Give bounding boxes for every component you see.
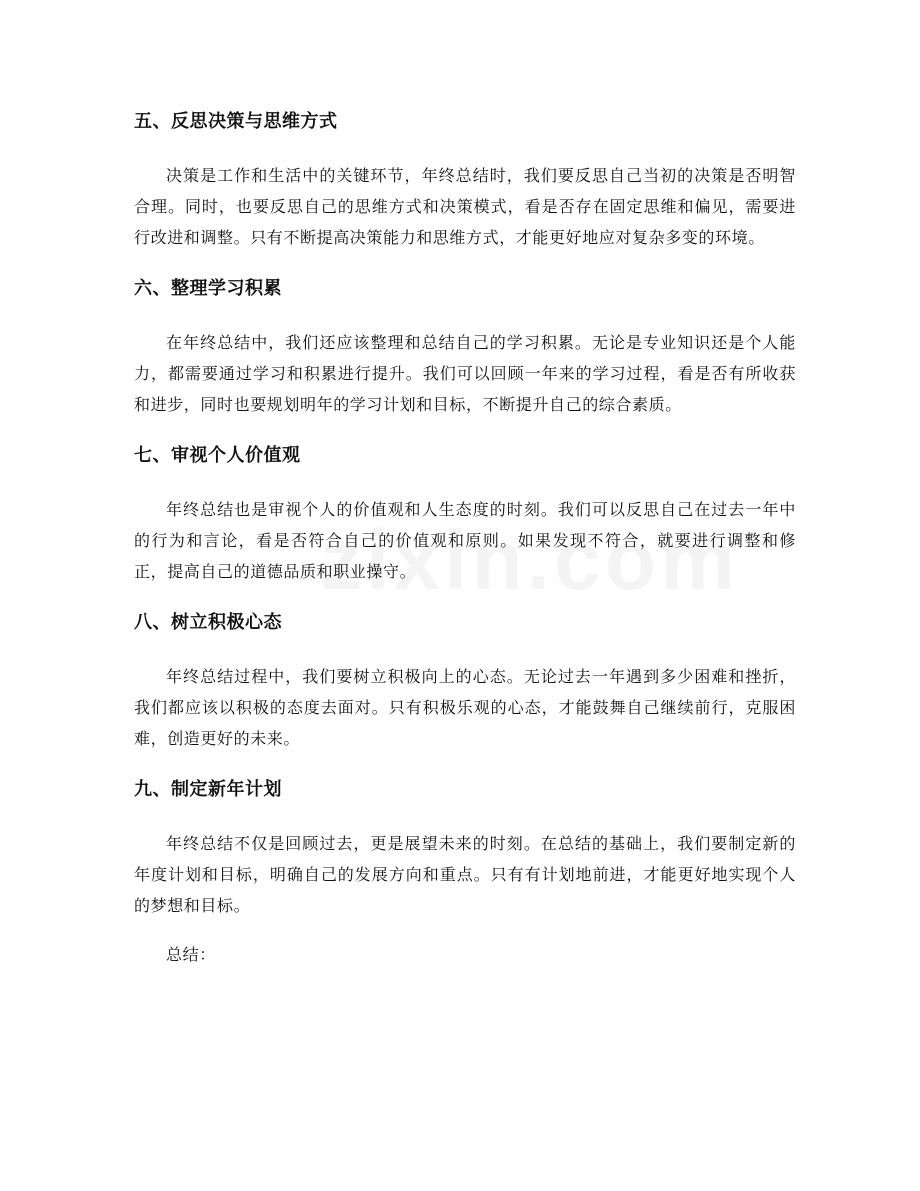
section-6 [134,271,796,420]
section-heading: 九、制定新年计划 [134,779,282,800]
section-8 [134,605,796,754]
section-paragraph: 年终总结不仅是回顾过去，更是展望未来的时刻。在总结的基础上，我们要制定新的年度计划和目标，明确自己的发展方向和重点。只有有计划地前进，才能更好地实现个人的梦想和目标。 [134,834,796,915]
section-heading: 五、反思决策与思维方式 [134,111,338,132]
document-page [134,104,796,970]
summary-label: 总结： [166,945,216,964]
section-paragraph: 年终总结也是审视个人的价值观和人生态度的时刻。我们可以反思自己在过去一年中的行为和言论，看是否符合自己的价值观和原则。如果发现不符合，就要进行调整和修正，提高自己的道德品质和职业操守。 [134,500,796,581]
section-paragraph: 年终总结过程中，我们要树立积极向上的心态。无论过去一年遇到多少困难和挫折，我们都应该以积极的态度去面对。只有积极乐观的心态，才能鼓舞自己继续前行，克服困难，创造更好的未来。 [134,667,796,748]
section-heading: 六、整理学习积累 [134,278,282,299]
section-paragraph: 在年终总结中，我们还应该整理和总结自己的学习积累。无论是专业知识还是个人能力，都需要通过学习和积累进行提升。我们可以回顾一年来的学习过程，看是否有所收获和进步，同时也要规划明年的学习计划和目标，不断提升自己的综合素质。 [134,333,796,414]
section-5 [134,104,796,253]
section-heading: 七、审视个人价值观 [134,445,301,466]
section-paragraph: 决策是工作和生活中的关键环节，年终总结时，我们要反思自己当初的决策是否明智合理。同时，也要反思自己的思维方式和决策模式，看是否存在固定思维和偏见，需要进行改进和调整。只有不断提高决策能力和思维方式，才能更好地应对复杂多变的环境。 [134,166,796,247]
section-7 [134,438,796,587]
section-heading: 八、树立积极心态 [134,612,282,633]
section-9 [134,772,796,921]
